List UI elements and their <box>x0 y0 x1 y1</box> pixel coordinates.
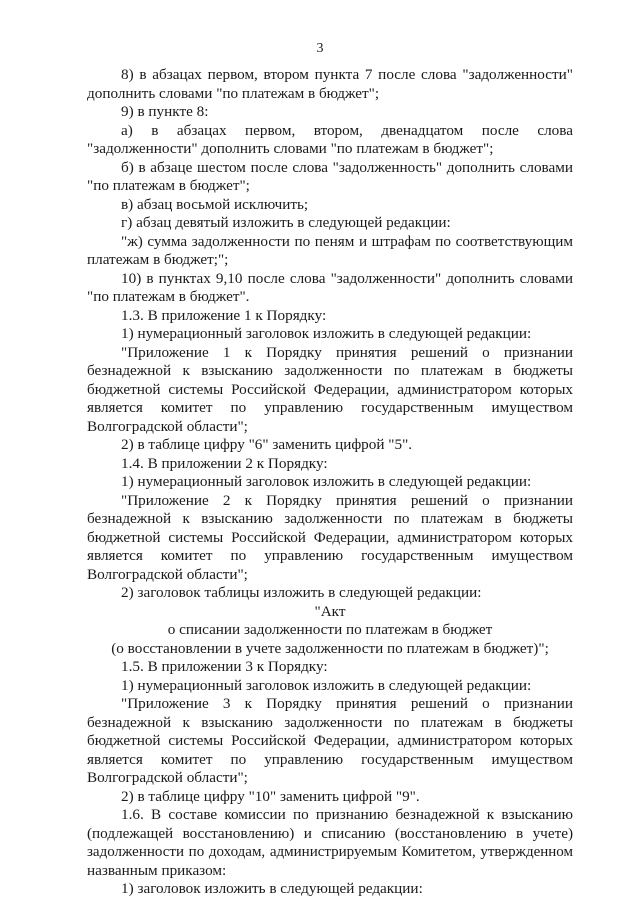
text-line: бюджетной системы Российской Федерации, администратором которых <box>87 380 573 398</box>
text-line: "Акт <box>314 602 346 620</box>
text-line: 2) заголовок таблицы изложить в следующей редакции: <box>121 584 482 601</box>
text-line: 8) в абзацах первом, втором пункта 7 после слова "задолженности" <box>121 66 573 83</box>
text-line: о списании задолженности по платежам в бюджет <box>167 621 493 638</box>
text-line: названным приказом: <box>87 861 227 879</box>
document-body <box>87 66 573 899</box>
text-line: бюджетной системы Российской Федерации, администратором которых <box>87 528 573 546</box>
text-line: "Приложение 2 к Порядку принятия решений о признании <box>121 491 573 509</box>
page-number: 3 <box>316 41 324 56</box>
text-line: Волгоградской области"; <box>87 565 248 583</box>
text-line: задолженности по доходам, администрируемым Комитетом, утвержденном <box>87 844 573 860</box>
text-line: 1.4. В приложении 2 к Порядку: <box>121 454 328 472</box>
text-line: Волгоградской области"; <box>87 417 248 435</box>
text-line: Волгоградской области"; <box>87 769 248 786</box>
text-line: 1.5. В приложении 3 к Порядку: <box>121 658 328 675</box>
text-line: 1.6. В составе комиссии по признанию безнадежной к взысканию <box>121 806 573 823</box>
text-line: является комитет по управлению государственным имуществом <box>87 399 573 416</box>
text-line: является комитет по управлению государственным имуществом <box>87 750 573 768</box>
text-line: "ж) сумма задолженности по пеням и штрафам по соответствующим <box>121 232 573 250</box>
text-line: (подлежащей восстановлению) и списанию (восстановлению в учете) <box>87 824 573 842</box>
text-line: безнадежной к взысканию задолженности по платежам в бюджеты <box>87 713 573 731</box>
text-line: 1.3. В приложение 1 к Порядку: <box>121 306 327 324</box>
text-line: "по платежам в бюджет". <box>87 288 250 305</box>
text-line: в) абзац восьмой исключить; <box>121 195 309 213</box>
text-line: дополнить словами "по платежам в бюджет"; <box>87 84 380 102</box>
text-line: "Приложение 3 к Порядку принятия решений о признании <box>121 695 573 712</box>
text-line: 1) нумерационный заголовок изложить в следующей редакции: <box>121 473 532 490</box>
text-line: является комитет по управлению государственным имуществом <box>87 547 573 564</box>
text-line: 2) в таблице цифру "10" заменить цифрой "9". <box>121 787 420 805</box>
text-line: "по платежам в бюджет"; <box>87 177 250 194</box>
text-line: безнадежной к взысканию задолженности по платежам в бюджеты <box>87 362 573 379</box>
text-line: платежам в бюджет;"; <box>87 251 229 268</box>
text-line: "задолженности" дополнить словами "по платежам в бюджет"; <box>87 140 494 157</box>
text-line: безнадежной к взысканию задолженности по платежам в бюджеты <box>87 510 573 527</box>
text-line: 9) в пункте 8: <box>121 103 209 120</box>
text-line: а) в абзацах первом, втором, двенадцатом после слова <box>121 121 573 139</box>
text-line: 1) нумерационный заголовок изложить в следующей редакции: <box>121 325 532 342</box>
text-line: г) абзац девятый изложить в следующей редакции: <box>121 214 451 231</box>
text-line: "Приложение 1 к Порядку принятия решений о признании <box>121 343 573 361</box>
text-line: 1) нумерационный заголовок изложить в следующей редакции: <box>121 676 532 694</box>
text-line: 1) заголовок изложить в следующей редакции: <box>121 880 423 897</box>
text-line: 10) в пунктах 9,10 после слова "задолженности" дополнить словами <box>121 269 573 287</box>
text-line: (о восстановлении в учете задолженности по платежам в бюджет)"; <box>111 639 549 657</box>
text-line: бюджетной системы Российской Федерации, администратором которых <box>87 732 573 749</box>
text-line: 2) в таблице цифру "6" заменить цифрой "5". <box>121 436 413 453</box>
text-line: б) в абзаце шестом после слова "задолженность" дополнить словами <box>121 158 573 176</box>
